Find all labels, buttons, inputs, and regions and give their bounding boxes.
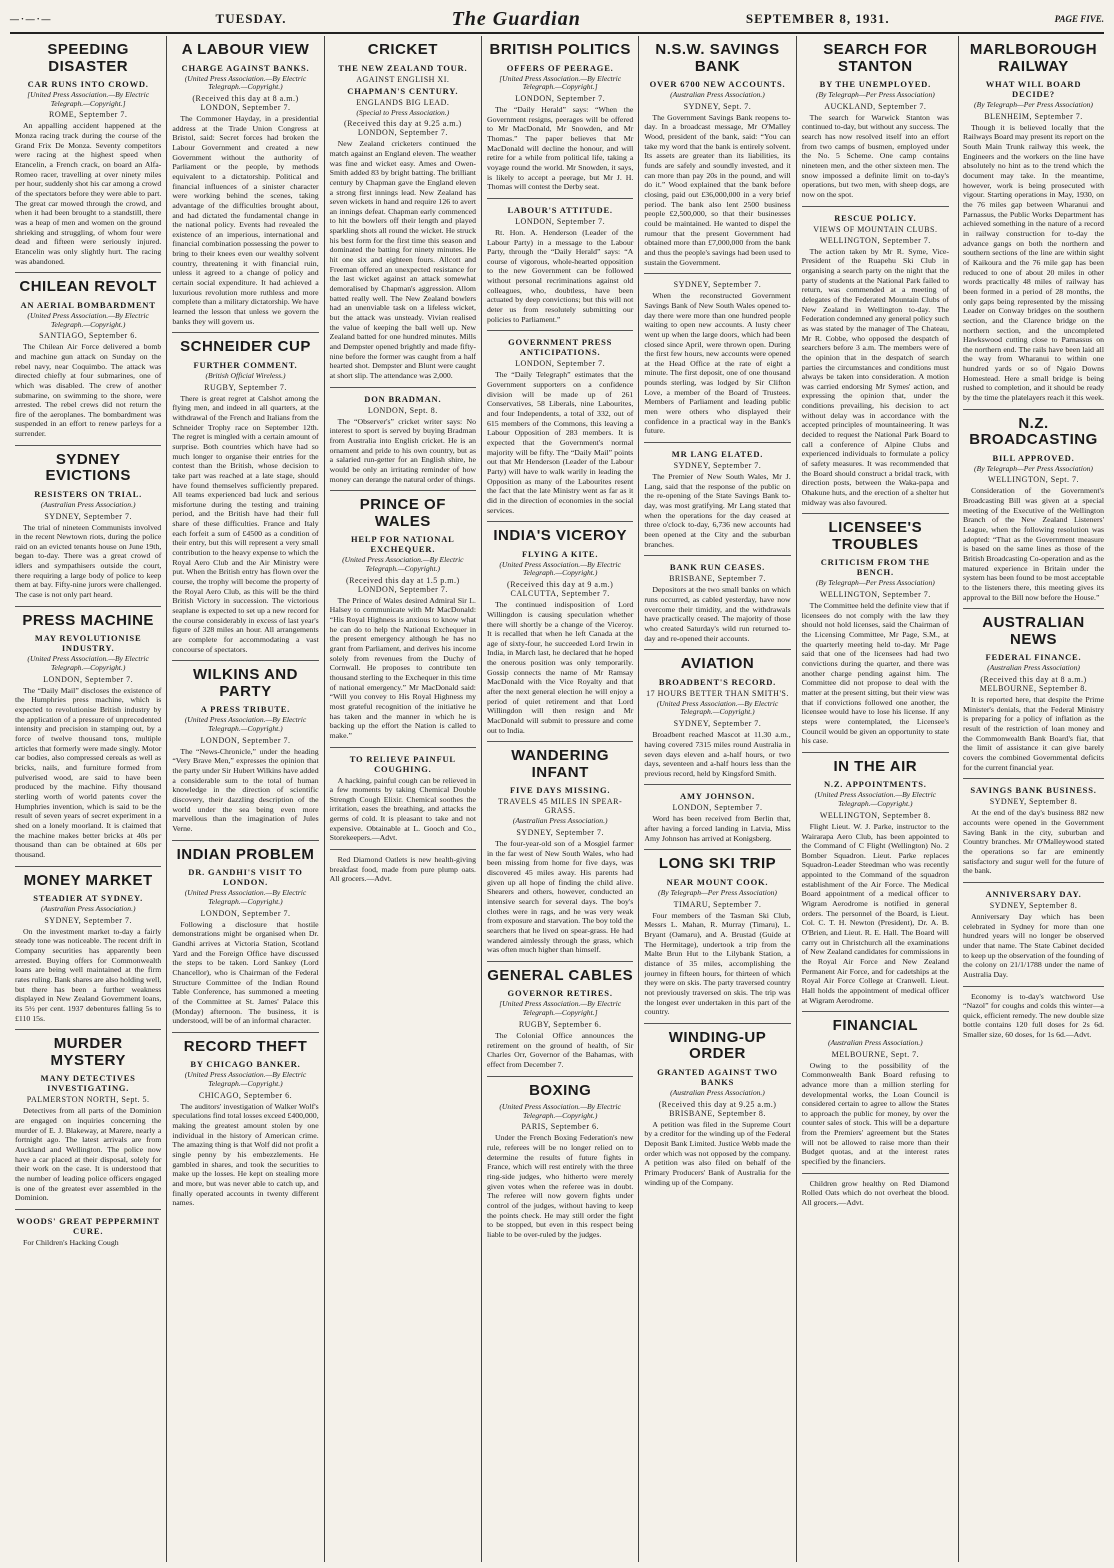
advertisement-peppermint-cure (15, 1209, 161, 1248)
headline: RECORD THEFT (183, 1037, 308, 1055)
article-body: At the end of the day's business 882 new accounts were opened in the Government Saving Bank in the city, suburban and Country branches. Mr O'Malleywood stated the operations so far are eminently satisfactory and sugur well for the future of the bank. (963, 808, 1104, 876)
headline: N.Z. BROADCASTING (969, 414, 1098, 449)
article-wandering-infant (487, 741, 633, 955)
headline: SPEEDING DISASTER (47, 41, 129, 75)
article-nz-broadcasting (963, 409, 1104, 603)
column-7 (958, 36, 1108, 1562)
article-body: There is great regret at Calshot among the flying men, and indeed in all quarters, at the withdrawal of the French and Italians from the Schneider Trophy race on September 12th. The regret is mingled with a certain amount of surprise. Both countries which have had so much longer to organise their entries for the contest than the British, whose decision to take part was reached at a late stage, should have found themselves sufficiently prepared. All teams experienced bad luck and serious misfortune during the testing and training period, and the British have had their full share of these difficulties. France and Italy each forfeit a sum of £4500 as a condition of their entry, but this will represent a very small contribution to the heavy expense to which the Royal Aero Club and the Air Ministry were put. When the British entry has flown over the course, the trophy will become the property of the Royal Aero Club, as this will be the third British Victory in succession. The victorious seaplane is expected to set up a new record for the course considerably in excess of last year's figure of 328 miles an hour. All arrangements are complete for accommodating a vast concourse of spectators. (172, 393, 319, 654)
headline: AUSTRALIAN NEWS (982, 614, 1085, 648)
ad-body: For Children's Hacking Cough (23, 1237, 119, 1247)
dateline: WELLINGTON, September 8. (819, 810, 931, 820)
dateline-2: SYDNEY, September 7. (673, 719, 762, 729)
article-savings-bank-business (963, 778, 1104, 876)
credit-line: (United Press Association.—By Electric Telegraph.—Copyright.) (184, 73, 307, 92)
headline: WANDERING INFANT (511, 747, 610, 781)
dateline: TIMARU, September 7. (673, 899, 762, 909)
article-body: The “Daily Telegraph” estimates that the Government supporters on a confidence division will be made up of 261 Conservatives, 58 Liberals, nine Labourites, and four Independents, a total of 332, out of 615 members of the Commons, this leaving a Labour Opposition of 283 members. It is expected that the Government's normal majority will be fifty. The “Daily Mail” points out that Mr Henderson (Leader of the Labour Party) will have to walk warily in leading the Opposition as many of the Labourites resent the fact that the late Ministry went as far as it did in the direction of economies in the social services. (486, 370, 634, 515)
article-government-press (487, 330, 633, 515)
article-body: The Premier of New South Wales, Mr J. Lang, said that the response of the public on the re-opening of the State Savings Bank to-day, was most gratifying. Mr Lang stated that when the operations for the day ceased at three o'clock to-day, 6,736 new accounts had been opened at the City and the suburban branches. (644, 472, 791, 549)
subheadline: DON BRADMAN. (364, 393, 442, 404)
article-body: Four members of the Tasman Ski Club, Messrs L. Mahan, R. Murray (Timaru), L. Bryant (Oamaru), and A. Brustad (Guide at The Hermitage), undertook a trip from the Malte Brun Hut to the Lilybank Station, a distance of 35 miles, accomplishing the journey in fifteen hours, for thirteen of which they were on skis. The party traversed country not previously traversed on skis. The trip was the longest ever undertaken in this part of the country. (644, 910, 791, 1017)
subheadline: MAY REVOLUTIONISE INDUSTRY. (34, 633, 142, 654)
credit-line: (United Press Association.—By Electric Telegraph.—Copyright.) (499, 1102, 621, 1120)
article-body: An appalling accident happened at the Monza racing track during the course of the Grand Frix De Monza. Seventy competitors were racing at the highest speed when Etancelin, a French crack, on board an Alfa-Romeo racer, travelling at over ninety miles per hour, suddenly shot his car among a crowd of the spectators before they were able to part. The great car mowed through the crowd, and when it had been brought to a standstill, there was a heap of men and women on the ground shrieking and struggling, of whom four were dead and fifteen were seriously injured. Etancelin was only slightly hurt. The racing was abandoned. (15, 121, 162, 266)
subheadline: CRITICISM FROM THE BENCH. (820, 557, 930, 578)
credit-line: (Australian Press Association.) (512, 816, 608, 826)
dateline: (Received this day at 9.25 a.m.) BRISBANE, September 8. (658, 1099, 777, 1118)
article-body: The Government Savings Bank reopens to-day. In a broadcast message, Mr O'Malley Wood, president of the bank, said: “You can take my word that the bank is entirely solvent. Its assets are greater than its liabilities, its funds are safely and soundly invested, and it can more than pay 20s in the pound, and will do it.” Wood explained that the bank before closing, paid out £36,000,000 in a very brief period. The bank also lent 2500 business people £2,500,000, so that their businesses could be maintained. He wanted to dispel the rumour that the present Government had obtained more than £7,000,000 from the bank and thus the people's savings had been used to sustain the Government. (644, 112, 791, 267)
newspaper-title: The Guardian (451, 7, 581, 30)
article-murder-mystery (15, 1029, 161, 1203)
article-record-theft (172, 1032, 318, 1208)
subheadline: FEDERAL FINANCE. (985, 652, 1082, 663)
article-body: The “Daily Mail” discloses the existence of the Humphries press machine, which is expected to revolutionise British industry by the application of a pressure of unprecedented intensity and precision in stamping out, by a force of twelve thousand tons, multiple articles that formerly were made singly. Motor car bodies, also compressed cereals as well as bricks, nails, and furniture formed from pulverised wood, are said to have been produced by the machine. Fifty thousand sterling worth of world patents cover the Humphries invention, which is said to be the result of seven years of secret experiment in a shed on a lonely moorland. It is claimed that the machine makes better bricks at 40s per thousand than can be obtained at 60s per thousand. (15, 685, 162, 859)
column-1 (10, 36, 167, 1562)
article-indias-viceroy (487, 521, 633, 735)
dateline: WELLINGTON, September 7. (819, 590, 931, 600)
article-body: The search for Warwick Stanton was continued to-day, but without any success. The search has now resolved itself into an effort from two camps of busmen, employed under the No. 5 Scheme. One camp contains nineteen men, and the other sixteen men. The snow impossed a definite limit on to-day's operations, but two men, with sheep dogs, are now on the spot. (801, 112, 949, 199)
article-speeding-disaster (15, 36, 161, 266)
column-4 (482, 36, 639, 1562)
article-wilkins-and-party (172, 660, 318, 833)
credit-line: (United Press Association.—By Electric Telegraph.—Copyright.) (184, 888, 307, 906)
article-body: The Committee held the definite view that if licensees do not comply with the law they should not hold licenses, said the Chairman of the Licensing Committee, Mr Page, S.M., at the quarterly meeting held to-day. Mr Page said that one of the licensees had had two convictions during the quarter, and there was another charge pending against him. The Committee did not propose to deal with the matter at the present sitting, but their view was that if convictions followed one another, the licensee would have to lose his license. If any steps were contemplated, the Licensee's Council would be given an opportunity to state his case. (801, 601, 949, 746)
article-labour-view (172, 36, 318, 326)
dateline-2: SYDNEY, September 7. (516, 828, 604, 838)
article-body: The “Observer's” cricket writer says: No interest to sport is served by buying Bradman from Australia into English cricket. He is an ornament and pride to his own country, but as a salaried run-getter for an English shire, he would be only an irritating reminder of how money can derange the natural order of things. (329, 416, 476, 484)
page-number: PAGE FIVE. (1054, 14, 1104, 24)
article-general-cables (487, 961, 633, 1070)
article-chilean-revolt (15, 272, 161, 439)
headline: PRESS MACHINE (22, 611, 154, 629)
credit-line: (United Press Association.—By Electric Telegraph.—Copyright.) (656, 698, 779, 717)
headline: INDIA'S VICEROY (493, 527, 627, 545)
credit-line: (Australian Press Association.) (670, 1087, 765, 1097)
subheadline: FURTHER COMMENT. (193, 359, 298, 370)
article-cricket (330, 36, 476, 381)
credit-line: (By Telegraph—Per Press Association) (974, 463, 1093, 473)
credit-line: (By Telegraph—Per Press Association) (974, 100, 1093, 109)
dateline: (Received this day at 9 a.m.) CALCUTTA, September 7. (507, 580, 614, 599)
article-body: The Chilean Air Force delivered a bomb and machine gun attack on Sunday on the rebel navy, near Coquimbo. The attack was directed chiefly at four submarines, one of which was disabled. The crew of another submarine, on swimming to the shore, were arrested. The rebel crews did not return the fire of the aeroplanes. The bombardment was suspended in an effort to renew parleys for a surrender. (15, 342, 162, 439)
subheadline: FLYING A KITE. (522, 548, 599, 559)
subheadline: BANK RUN CEASES. (669, 562, 766, 573)
dateline: (Received this day at 1.5 p.m.) LONDON, September 7. (345, 575, 460, 594)
article-long-ski-trip (644, 849, 790, 1016)
subheadline: BROADBENT'S RECORD. (658, 676, 777, 687)
article-aviation (644, 649, 790, 778)
headline: BRITISH POLITICS (489, 41, 631, 58)
article-body: Though it is believed locally that the Railways Board may present its report on the South Main Trunk railway this week, the Engineers and the workers on the line have absolutely no hint as to the trend which the document may take. In the meantime, however, work is being prosecuted with vigour. Starting operations in May, 1930, on the 76 miles gap between Wharanui and Parnassus, the Public Works Department has achieved something in the nature of a record in railway construction for to-day the advance gangs on both the northern and southern sections of the line are within sight of Kaikoura and the 76 mile gap has been reduced to one of about 20 miles in other words practically 48 miles of railway has been formed in a period of 28 months, the only gaps being represented by the missing Leader on Conway bridges on the southern section, and the Clarence bridge on the northern section, and the uncompleted Hawkswood cutting close to Parnassus on the northern end. The rails have been laid all the way from Wharanui to within one hundred yards or so of Ngaio Downs Homestead. Here a small bridge is being rushed to completion, and it should be ready by the time the platelayers reach it this week. (963, 122, 1104, 403)
article-body: Detectives from all parts of the Dominion are engaged on inquiries concerning the murder of E. J. Blakeway, at Marere, nearly a fortnight ago. The latest arrivals are from Auckland and Wellington. The police now have a car placed at their disposal, solely for their work on the case. It is understood that the number of leading police officers engaged is one of the greatest ever assembled in the Dominion. (15, 1106, 162, 1203)
credit-line: (By Telegraph—Per Press Association) (815, 578, 935, 588)
article-body: The Colonial Office announces the retirement on the ground of health, of Sir Charles Orr, Governor of the Bahamas, with effect from December 7. (486, 1030, 634, 1069)
article-press-machine (15, 606, 161, 860)
subheadline: RESCUE POLICY. (834, 212, 917, 223)
subheadline: GOVERNOR RETIRES. (507, 988, 613, 999)
headline: SCHNEIDER CUP (180, 338, 311, 356)
masthead (10, 6, 1104, 34)
article-money-market (15, 866, 161, 1024)
article-body: The trial of nineteen Communists involved in the recent Newtown riots, during the police raid on an evicted tenants house on June 19th, began to-day. There was a great crowd of idlers and sympathisers outside the court, there requiring a large body of police to keep them at bay. Fifty-nine jurors were challenged. The case is not only part heard. (15, 522, 162, 600)
ad-body: Red Diamond Oatlets is new health-giving breakfast food, made from pure plump oats. All grocers.—Advt. (329, 855, 476, 884)
article-body: A petition was filed in the Supreme Court by a creditor for the winding up of the Federal Deposit Bank Limited. Justice Webb made the order which was not opposed by the company. A petition was also filed on behalf of the Primary Producers' Bank of Australia for the winding up of the Company. (644, 1119, 791, 1187)
article-body: The “News-Chronicle,” under the heading “Very Brave Men,” expresses the opinion that the party under Sir Hubert Wilkins have added a considerable sum to the total of human knowledge in the direction of scientific discovery, their dazzling description of the world under the sea being even more marvellous than the imagination of Jules Verne. (172, 746, 319, 833)
dateline: LONDON, September 7. (200, 735, 291, 745)
article-anniversary-day (963, 882, 1104, 980)
subheadline: GRANTED AGAINST TWO BANKS (657, 1066, 778, 1087)
article-body: Broadbent reached Mascot at 11.30 a.m., having covered 7315 miles round Australia in seven days eleven and a-half hours, or two days, seventeen and a-half hours less than the previous record, held by Kingsford Smith. (644, 730, 791, 778)
dateline: RUGBY, September 7. (204, 382, 287, 392)
subheadline: THE NEW ZEALAND TOUR. (338, 62, 468, 73)
headline: GENERAL CABLES (487, 966, 634, 984)
dateline: SYDNEY, September 7. (673, 461, 762, 471)
headline: CHILEAN REVOLT (19, 278, 157, 296)
credit-line: (British Official Wireless.) (205, 370, 286, 380)
credit-line: (Australian Press Association) (987, 663, 1080, 673)
article-australian-news (963, 608, 1104, 772)
article-body: Under the French Boxing Federation's new rule, referees will be no longer relied on to determine the results of future fights in France, which will rest entirely with the three ring-side judges, who hitherto were merely given votes when the referee was in doubt. The referee will now govern fights under control of the judges, without having to keep the points check. He may still order the fight to be stopped, but even in this respect being liable to be over-ruled by the judges. (486, 1133, 634, 1240)
article-in-the-air (802, 752, 949, 1005)
credit-line: (United Press Association.—By Electric Telegraph.—Copyright.) (184, 715, 307, 734)
article-winding-up-order (644, 1023, 790, 1187)
subheadline: WHAT WILL BOARD DECIDE? (985, 79, 1082, 99)
headline: MARLBOROUGH RAILWAY (969, 41, 1098, 75)
article-body: The continued indisposition of Lord Willingdon is causing speculation whether there will shortly be a change of the Viceroy. It is recalled that when he left Canada at the age of sixty-four, he succeeded Lord Irwin in India, in March last, he declared that he hoped the onerous position was only temporarily. Gossip connects the name of Mr Ramsay MacDonald with the Vice Royalty and that after the next general election he will enjoy a period of quiet retirement and that Lord Willingdon will then resign and Mr MacDonald will submit to pressure and come out to India. (486, 600, 634, 735)
credit-line: (United Press Association.—By Electric Telegraph.—Copyright.) (342, 555, 464, 573)
article-body: Anniversary Day which has been celebrated in Sydney for more than one hundred years will no longer be observed under that name. The State Cabinet decided to keep up the observation of the founding of the colony on 21/1/1788 under the name of Australia Day. (963, 911, 1104, 979)
dateline: SYDNEY, September 7. (44, 915, 132, 925)
credit-line: [United Press Association.—By Electric Telegraph.—Copyright.] (499, 73, 622, 92)
subheadline: MANY DETECTIVES INVESTIGATING. (40, 1073, 136, 1094)
column-2 (167, 36, 324, 1562)
article-rescue-policy (802, 206, 949, 508)
subheadline: OVER 6700 NEW ACCOUNTS. (649, 79, 786, 89)
dateline: LONDON, September 7. (200, 908, 291, 918)
headline: MONEY MARKET (23, 871, 153, 889)
article-boxing (487, 1076, 633, 1240)
article-body: It is reported here, that despite the Prime Minister's denials, that the Federal Ministry is preparing for a policy of inflation as the result of the restriction of loan money and the Commonwealth Bank Board's fiat, that the limit of assistance it can give barely covers the combined Governmental deficits for the current financial year. (963, 695, 1104, 772)
credit-line: (United Press Association.—By Electric Telegraph.—Copyright.) (184, 1070, 307, 1089)
dateline: LONDON, September 7. (43, 674, 134, 684)
article-body: The Prince of Wales desired Admiral Sir L. Halsey to communicate with Mr MacDonald: “His Royal Highness is anxious to know what he can do to help the National Exchequer in the present emergency although he has no grant from Parliament, and derives his income solely from revenues from the Duchy of Cornwall. He proposes to contribute ten thousand sterling to the Exchequer in this time of national emergency.” Mr MacDonald said: “Will you convey to His Royal Highness my most grateful recognition of the initiative he has taken and the manner in which he is backing up the effort the Nation is called to make.” (329, 595, 476, 740)
dateline: LONDON, September 7. (672, 803, 763, 813)
headline: LONG SKI TRIP (658, 855, 777, 873)
article-bank-run-ceases (644, 555, 790, 643)
credit-line: [United Press Association.—By Electric Telegraph.—Copyright.] (27, 90, 150, 108)
dateline: LONDON, September 7. (515, 359, 606, 369)
article-body: On the investment market to-day a fairly steady tone was noticeable. The recent drift in Company securities has apparently been arrested. Buying offers for Commonwealth loans are being well maintained at the firm rates ruling. Bank shares are also holding well, but there has been a further weakness displayed in New Zealand Government loans, its 5½ per cent. 1937 debentures falling 5s to £110 15s. (15, 926, 162, 1023)
subheadline: BY CHICAGO BANKER. (190, 1059, 301, 1070)
article-amy-johnson (644, 784, 790, 843)
subheadline: BY THE UNEMPLOYED. (819, 79, 932, 89)
masthead-rule-left: — · — · — (10, 14, 51, 24)
column-5 (639, 36, 796, 1562)
masthead-date: SEPTEMBER 8, 1931. (745, 11, 890, 26)
article-body: Consideration of the Government's Broadcasting Bill was given at a special meeting of the Executive of the Wellington Branch of the New Zealand Listeners' League, when the following resolution was adopted: “That as the Government measure is based on the same lines as those of the British Broadcasting Co-operation and as the matured experience in Britain under the system has been found to be most acceptable to the listeners there, this meeting gives its approval to the Bill now before the House.” (963, 486, 1104, 602)
ad-body: Children grow healthy on Red Diamond Rolled Oats which do not overheat the blood. All grocers.—Advt. (801, 1178, 949, 1208)
column-6 (797, 36, 954, 1562)
subheadline: OFFERS OF PEERAGE. (506, 62, 614, 73)
article-body: The “Daily Herald” says: “When the Government resigns, peerages will be offered to Mr MacDonald, Mr Snowden, and Mr Thomas.” The paper believes that Mr MacDonald will decline the honour, and will retire for a while from political life, taking a voyage round the world. Mr Snowden, it says, is likely to accept a peerage, but Mr J. H. Thomas will contest the Derby seat. (486, 104, 634, 192)
dateline: SYDNEY, September 7. (673, 280, 762, 290)
dateline: VIEWS OF MOUNTAIN CLUBS. (813, 224, 938, 234)
article-schneider-cup (172, 332, 318, 654)
credit-line: (By Telegraph—Per Press Association) (815, 90, 935, 99)
dateline: AGAINST ENGLISH XI. (356, 74, 450, 84)
headline: IN THE AIR (833, 757, 918, 775)
dateline-2: WELLINGTON, September 7. (819, 235, 931, 245)
subheadline: AN AERIAL BOMBARDMENT (20, 299, 156, 310)
credit-line: (United Press Association.—By Electric Telegraph.—Copyright.) (499, 559, 621, 578)
dateline: MELBOURNE, Sept. 7. (831, 1049, 920, 1059)
article-body: The Commoner Hayday, in a presidential address at the Trade Union Congress at Bristol, said: Secret forces had broken the Labour Government and created a new Government without the authority of Parliament or the people, by methods equivalent to a dictatorship. Political and financial influences of a sinister character were working behind the scenes, taking advantage of the difficulties brought about, and had dictated the fundamental change in the national policy. Events had revealed the existence of an imperious, international and financial combination possessing the power to bring to their knees even our wealthy solvent country, threatening it with financial ruin, unless it agreed to a change of policy and certain social expenditure. It had achieved a luxurious revolution more ruthless and more complete than a military dictatorship. We have learned the lesson that unless we govern the banks they will govern us. (172, 113, 319, 326)
dateline: AUCKLAND, September 7. (824, 101, 927, 111)
dateline: LONDON, Sept. 8. (367, 405, 438, 415)
advertisement-nazol (963, 986, 1104, 1040)
subheadline: RESISTERS ON TRIAL. (34, 488, 143, 499)
article-financial (802, 1011, 949, 1166)
column-3 (325, 36, 482, 1562)
subheadline: CAR RUNS INTO CROWD. (27, 79, 149, 89)
article-body: Flight Lieut. W. J. Parke, instructor to the Wairarapa Aero Club, has been appointed to the Command of C Flight (Wellington) No. 2 Bomber Squadron. Lieut. Parke replaces Squadron-Leader Steedman who was recently appointed to the Command of the squadron establishment of the Air Force. The Medical Board appointment of a medical officer to Wigram Aerodrome is notified in general orders. The personnel of the Board, is Lieut. Col. C. T. H. Newton (President), Dr. A. B. O'Brien, and Lieut. R. E. Hall. The Board will carry out in Christchurch all the examinations of New Zealand candidates for commissions in the Royal Air Force and New Zealand Permanent Air Force, and for cadetships at the Royal Air Force College at Cranwell. Lieut. Hall holds the appointment of medical officer at Wigram Aerodrome. (801, 821, 949, 1005)
headline: LICENSEE'S TROUBLES (828, 519, 923, 553)
dateline: 17 HOURS BETTER THAN SMITH'S. (646, 688, 789, 698)
dateline: SYDNEY, September 8. (989, 900, 1078, 910)
article-body: The four-year-old son of a Mosgiel farmer in the far west of New South Wales, who had been missing from home for five days, was discovered 45 miles away. His parents had given up all hope of finding the child alive. Shearers and others, however, conducted an intensive search for several days. The boy's clothes were in rags, and he was very weak from exposure and starvation. The boy told the searchers that he lived on spear-grass. He had wandered aimlessly through the grass, which was often much higher than himself. (486, 839, 634, 955)
dateline-3: (Received this day at 9.25 a.m.) LONDON, September 7. (343, 119, 462, 138)
subheadline: N.Z. APPOINTMENTS. (823, 779, 927, 790)
credit-line: (Australian Press Association.) (40, 904, 136, 913)
dateline: CHICAGO, September 6. (198, 1090, 293, 1100)
dateline: WELLINGTON, Sept. 7. (988, 475, 1079, 485)
subheadline: CHARGE AGAINST BANKS. (181, 62, 310, 73)
ad-title: TO RELIEVE PAINFUL COUGHING. (349, 753, 456, 774)
dateline: LONDON, September 7. (515, 93, 606, 103)
subheadline: STEADIER AT SYDNEY. (33, 893, 144, 903)
headline: MURDER MYSTERY (50, 1035, 126, 1069)
headline: A LABOUR VIEW (181, 41, 310, 58)
credit-line: (Australian Press Association.) (827, 1037, 923, 1047)
article-body: Depositors at the two small banks on which runs occurred, as cabled yesterday, have now overcome their timidity, and the withdrawals have practically ceased. The majority of those who created Saturday's wild run returned to-day and re-opened their accounts. (644, 585, 791, 643)
article-labours-attitude (487, 198, 633, 325)
article-body: Owing to the possibility of the Commonwealth Bank Board refusing to advance more than a million sterling for developmental works, the Loan Council is considered certain to agree to allow the States to approach the public for money, by over the counter sales of stock. This will be a departure from the Premiers' agreement but the States will not be allowed to raise more than their Budget quotas, and at the interest rates specified by the financiers. (801, 1060, 949, 1167)
credit-line: [United Press Association.—By Electric Telegraph.—Copyright.] (499, 999, 622, 1018)
dateline: BLENHEIM, September 7. (984, 111, 1083, 121)
article-licensees-troubles (802, 513, 949, 746)
subheadline: DR. GANDHI'S VISIT TO LONDON. (188, 867, 303, 888)
masthead-day: TUESDAY. (215, 11, 287, 26)
dateline: PARIS, September 6. (521, 1122, 599, 1132)
headline: SYDNEY EVICTIONS (45, 450, 131, 485)
dateline: RUGBY, September 6. (518, 1019, 602, 1029)
advertisement-rolled-oats (802, 1173, 949, 1208)
headline: CRICKET (367, 41, 438, 58)
article-british-politics (487, 36, 633, 192)
credit-line: (Australian Press Association.) (40, 499, 136, 509)
ad-body: A hacking, painful cough can be relieved in a few moments by taking Chemical Double Strength Cough Elixir. Chemical soothes the irritation, eases the breathing, and attacks the germs of cold. It is pleasant to take and not expensive. Obtainable at L. Gooch and Co., Storekeepers.—Advt. (329, 775, 476, 843)
dateline: TRAVELS 45 MILES IN SPEAR-GRASS. (498, 797, 623, 816)
dateline: SANTIAGO, September 6. (39, 331, 138, 341)
credit-line: (United Press Association.—By Electric Telegraph.—Copyright.) (814, 790, 937, 809)
dateline: BRISBANE, September 7. (669, 574, 766, 584)
dateline: SYDNEY, Sept. 7. (683, 101, 752, 111)
article-nsw-savings-bank (644, 36, 790, 267)
credit-line: (By Telegraph—Per Press Association) (658, 887, 777, 897)
article-don-bradman (330, 387, 476, 485)
newspaper-columns (10, 36, 954, 1562)
advertisement-cough-elixir (330, 747, 476, 844)
dateline: LONDON, September 7. (515, 216, 606, 226)
subheadline: ANNIVERSARY DAY. (985, 888, 1082, 899)
article-sydney-evictions (15, 445, 161, 600)
subheadline: MR LANG ELATED. (671, 449, 764, 460)
headline: BOXING (529, 1081, 592, 1099)
subheadline: AMY JOHNSON. (680, 791, 755, 802)
credit-line: (United Press Association.—By Electric Telegraph.—Copyright.) (27, 654, 149, 672)
dateline: PALMERSTON NORTH, Sept. 5. (26, 1095, 150, 1105)
article-prince-of-wales (330, 490, 476, 740)
dateline: SYDNEY, September 7. (44, 511, 132, 521)
headline: WILKINS AND PARTY (193, 666, 298, 700)
ad-body: Economy is to-day's watchword Use “Nazol” for coughs and colds this winter—a quick, efficient remedy. The new double size bottle contains 120 full doses for 2s 6d. Smaller size, 60 doses, for 1s 6d.—Advt. (963, 991, 1104, 1040)
credit-line: (Australian Press Association.) (670, 90, 765, 99)
headline: PRINCE OF WALES (359, 496, 446, 530)
headline: FINANCIAL (832, 1017, 918, 1035)
article-body: Rt. Hon. A. Henderson (Leader of the Labour Party) in a message to the Labour Party, through the “Daily Herald” says: “A course of vigorous, whole-hearted opposition to the new Government can be followed without personal recriminations against old colleagues, who, doubtless, have been actuated by deep convictions; but this will not deter us from resolutely submitting our policies to Parliament.” (486, 227, 634, 324)
subheadline: SAVINGS BANK BUSINESS. (970, 785, 1097, 796)
subheadline-2: CHAPMAN'S CENTURY. (347, 85, 459, 96)
credit-line: (United Press Association.—By Electric Telegraph.—Copyright.) (27, 310, 149, 329)
article-savings-bank-reopens (644, 273, 790, 436)
credit-line: (Special to Press Association.) (356, 107, 450, 117)
subheadline: HELP FOR NATIONAL EXCHEQUER. (350, 534, 455, 555)
article-body: The auditors' investigation of Walker Wolf's speculations find total losses exceed £400,000, making the greatest amount stolen by one individual in the history of American crime. The amazing thing is that Wolf did not profit a single penny by his embezzlements. He gambled in shares, and took the securities to make up the losses. He kept on stealing more and more, but was never able to catch up, and finally operated accounts in twenty different names. (172, 1101, 319, 1208)
article-body: Word has been received from Berlin that, after having a forced landing in Latvia, Miss Amy Johnson has arrived at Konigsberg. (644, 814, 791, 843)
article-body: When the reconstructed Government Savings Bank of New South Wales opened to-day there were more than one hundred people waiting to open new accounts. A lusty cheer went up when the large doors, which had been closed since April, were thrown open. During the first few hours, new accounts were opened at the Head Office at the rate of eight a minute. The first deposit, one of one thousand pounds sterling, was lodged by Sir Clifton Love, a member of the Board of Trustees. Members of Parliament and leading public men were others who displayed their confidence in a practical way in the Bank's future. (644, 291, 791, 436)
ad-title: WOODS' GREAT PEPPERMINT CURE. (16, 1215, 160, 1236)
subheadline: A PRESS TRIBUTE. (200, 704, 291, 715)
headline: INDIAN PROBLEM (176, 845, 315, 863)
subheadline: NEAR MOUNT COOK. (666, 876, 769, 887)
headline: AVIATION (680, 655, 755, 673)
subheadline: GOVERNMENT PRESS ANTICIPATIONS. (508, 337, 613, 358)
dateline: (Received this day at 8 a.m.) MELBOURNE, September 8. (979, 675, 1088, 694)
dateline-2: ENGLANDS BIG LEAD. (356, 97, 450, 107)
dateline: (Received this day at 8 a.m.) LONDON, September 7. (192, 93, 299, 112)
headline: N.S.W. SAVINGS BANK (655, 41, 780, 75)
article-marlborough-railway (963, 36, 1104, 403)
advertisement-oatlets (330, 849, 476, 884)
headline: WINDING-UP ORDER (668, 1028, 767, 1063)
article-indian-problem (172, 840, 318, 1026)
article-search-for-stanton (802, 36, 949, 200)
article-body: The action taken by Mr R. Syme, Vice-President of the Ruapehu Ski Club in organising a search party on the night that the party of students at the National Park failed to return, was commended at a meeting of delegates of the Federated Mountain Clubs of New Zealand in Wellington to-day. The Federation condemned any general policy such as was stated by the manager of The Chateau, Mr R. Cobbe, who opposed the despatch of searchers before 3 a.m. The members were of the opinion that in the despatch of search parties the circumstances and conditions must always be taken into consideration. A motion was carried endorsing Mr Symes' action, and expressing the opinion that, under the conditions prevailing, his decision to act without delay was in accordance with the accepted principles of mountaineering. It was decided to request the National Park Board to call a conference of Alpine Clubs and experienced individuals to formulate a policy of safety measures. It was recommended that the Board should construct a bridal track, with direction posts, between the Waka-papa and Ohakune huts, and the erection of a shelter hut midway was also favoured. (801, 246, 949, 507)
dateline: ROME, September 7. (49, 110, 128, 120)
article-mr-lang-elated (644, 442, 790, 549)
subheadline: LABOUR'S ATTITUDE. (507, 204, 613, 215)
subheadline: BILL APPROVED. (992, 452, 1075, 463)
article-body: New Zealand cricketers continued the match against an England eleven. The weather was fine and wicket easy. Ames and Owen-Smith added 83 by bright batting. The brilliant century by Chapman gave the England eleven a strong first innings lead. New Zealand has seven wickets in hand and require 126 to avert an innings defeat. Chapman early commenced to hit the bowlers off their length and played sparkling shots all round the wicket. He struck his best form for the first time this season and dominated the batting for ninety minutes. He hit one six and eighteen fours. Allcott and Freeman offered an unexpected resistance for the last wicket against an attack somewhat demoralised by Chapman's aggression. Allom batted really well. The New Zealand bowlers had an unenviable task on a lifeless wicket, but the attack was unsteady. Vivian realised the value of keeping the ball well up. New Zealand batted for one hundred minutes. Mills and Dempster opened brightly and made fifty-nine before the former was caught from a half hearted shot. Dempster and Blunt were caught at short slip. The attendance was 2,000. (329, 139, 476, 380)
dateline: SYDNEY, September 8. (989, 797, 1078, 807)
headline: SEARCH FOR STANTON (823, 41, 928, 75)
article-body: Following a disclosure that hostile demonstrations might be organised when Dr. Gandhi arrives at Victoria Station, Scotland Yard and the Foreign Office have discussed the steps to be taken. Lord Sankey (Lord Chancellor), who is Chairman of the Federal Structure Committee of the Indian Round Table Conference, has summoned a meeting of the Committee at St. James' Palace this (Monday) afternoon. The business, it is understood, will be of an informal character. (172, 919, 319, 1026)
subheadline: FIVE DAYS MISSING. (510, 785, 611, 796)
